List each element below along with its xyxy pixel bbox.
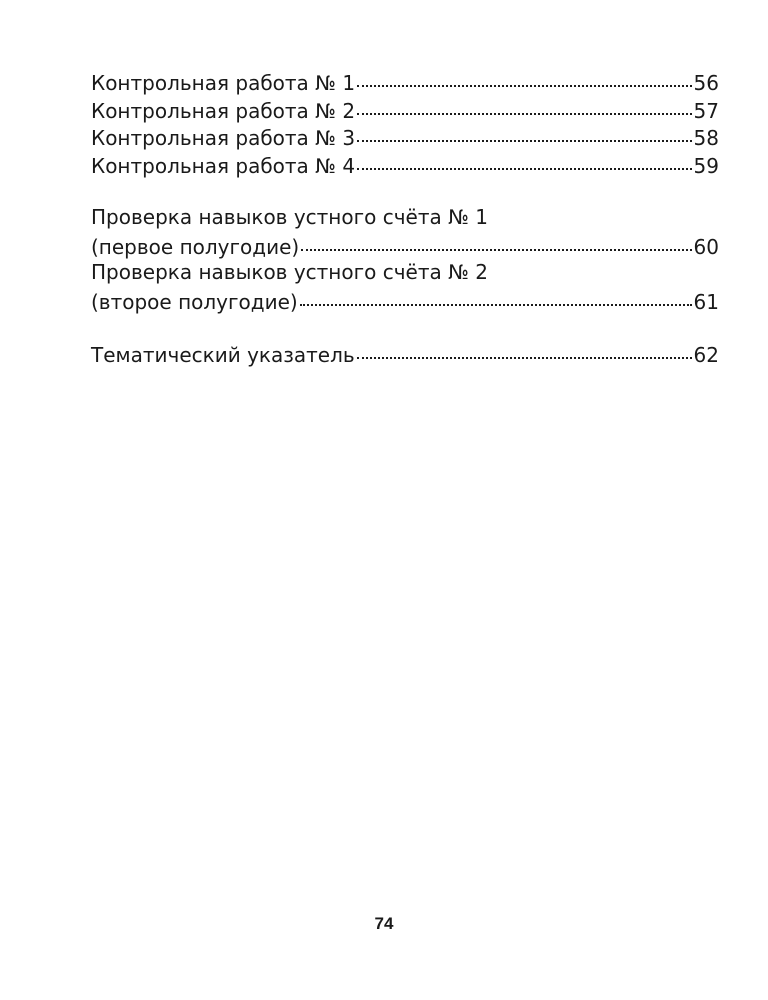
toc-entry-page: 57 — [693, 98, 719, 123]
dot-leader — [301, 229, 691, 251]
toc-entry[interactable] — [91, 151, 719, 179]
dot-leader — [300, 284, 692, 306]
toc-entry-page: 61 — [693, 289, 719, 314]
dot-leader — [357, 148, 691, 170]
toc-entry[interactable] — [91, 340, 719, 368]
toc-entry[interactable] — [91, 204, 719, 259]
toc-group-mental-math — [91, 204, 719, 314]
toc-entry-page: 59 — [693, 153, 719, 178]
toc-entry-page: 60 — [693, 234, 719, 259]
page-number: 74 — [374, 914, 394, 933]
toc-entry[interactable] — [91, 68, 719, 96]
toc-entry-line2 — [91, 232, 719, 260]
toc-group-index — [91, 340, 719, 368]
toc-group-tests — [91, 68, 719, 178]
table-of-contents — [91, 68, 719, 368]
dot-leader — [357, 65, 691, 87]
toc-entry-page: 62 — [693, 343, 719, 367]
toc-entry-title: Тематический указатель — [91, 343, 355, 367]
toc-entry-title: (первое полугодие) — [91, 234, 300, 259]
toc-entry-title-line1: Проверка навыков устного счёта № 1 — [91, 205, 488, 229]
toc-entry-title: Контрольная работа № 3 — [91, 126, 356, 150]
toc-entry-line2 — [91, 287, 719, 315]
dot-leader — [357, 337, 692, 359]
dot-leader — [357, 120, 691, 142]
toc-entry-title-line1: Проверка навыков устного счёта № 2 — [91, 260, 488, 284]
toc-entry[interactable] — [91, 259, 719, 314]
toc-entry-title: Контрольная работа № 2 — [91, 98, 356, 123]
toc-entry[interactable] — [91, 96, 719, 124]
toc-entry-title: Контрольная работа № 1 — [91, 71, 356, 95]
toc-entry-page: 58 — [693, 126, 719, 150]
dot-leader — [357, 93, 691, 115]
toc-entry-title: (второе полугодие) — [91, 289, 298, 314]
toc-entry-title: Контрольная работа № 4 — [91, 153, 356, 178]
toc-entry-page: 56 — [693, 71, 719, 95]
toc-entry[interactable] — [91, 123, 719, 151]
